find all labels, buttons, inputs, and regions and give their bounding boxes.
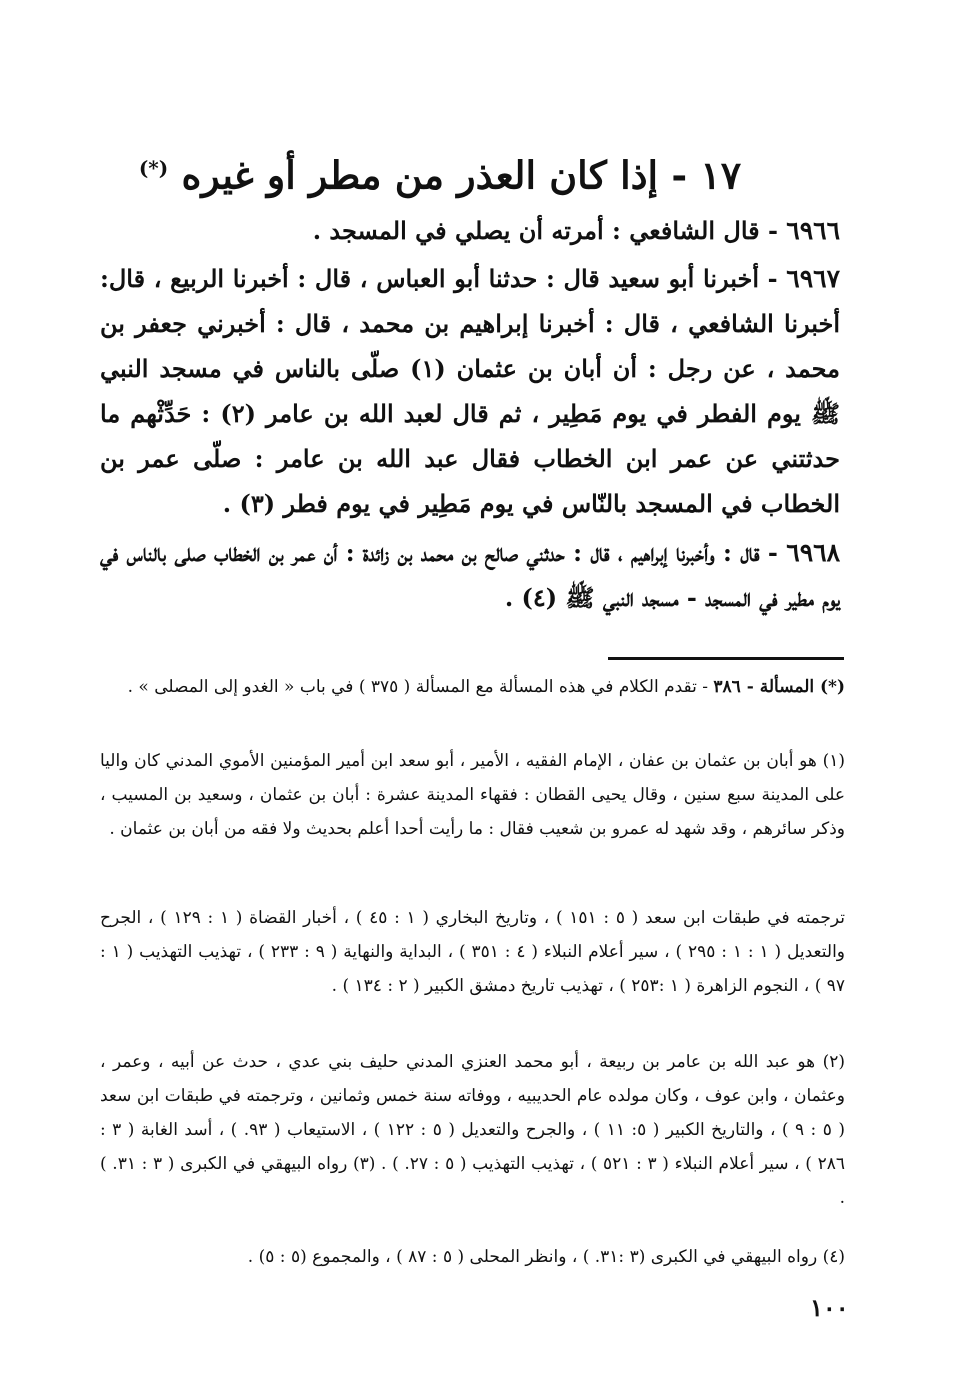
chapter-title: [110, 138, 770, 198]
footnote-4: [100, 1240, 845, 1274]
footnote-separator: [608, 657, 844, 660]
paragraph-6967: [100, 256, 840, 526]
footnote-2-3: [100, 1045, 845, 1215]
footnote-text: (١) هو أبان بن عثمان بن عفان ، الإمام الفقيه ، الأمير ، أبو سعد ابن أمير المؤمنين الأموي المدني كان واليا على المدينة سبع سنين ، وقال يحيى القطان : فقهاء المدينة عشرة : أبان بن عثمان ، وسعيد بن المسيب ، وذكر سائرهم ، وقد شهد له عمرو بن شعيب فقال : ما رأيت أحدا أعلم بحديث ولا فقه من أبان بن عثمان .: [100, 751, 845, 839]
paragraph-number: ٦٩٦٦: [786, 216, 840, 245]
footnote-issue: [100, 670, 845, 704]
footnote-text: - تقدم الكلام في هذه المسألة مع المسألة ( ٣٧٥ ) في باب « الغدو إلى المصلى » .: [127, 677, 714, 697]
paragraph-text: - قال : وأخبرنا إبراهيم ، قال : حدثني صالح بن محمد بن زائدة : أن عمر بن الخطاب صلى بالناس في يوم مطير في المسجد - مسجد النبي ﷺ (٤) .: [100, 538, 840, 612]
footnote-text: ترجمته في طبقات ابن سعد ( ٥ : ١٥١ ) ، وتاريخ البخاري ( ١ : ٤٥ ) ، أخبار القضاة ( ١ : ١٢٩ ) ، الجرح والتعديل ( ١ : ١ : ٢٩٥ ) ، سير أعلام النبلاء ( ٤ : ٣٥١ ) ، البداية والنهاية ( ٩ : ٢٣٣ ) ، تهذيب التهذيب ( ١ : ٩٧ ) ، النجوم الزاهرة ( ١ :٢٥٣ ) ، تهذيب تاريخ دمشق الكبير ( ٢ : ١٣٤ ) .: [100, 908, 846, 996]
page-number: ١٠٠: [810, 1293, 849, 1322]
chapter-title-text: ١٧ - إذا كان العذر من مطر أو غيره: [181, 152, 742, 198]
paragraph-6968: [100, 530, 840, 620]
paragraph-text: - قال الشافعي : أمرته أن يصلي في المسجد .: [312, 216, 787, 245]
paragraph-6966: [100, 208, 840, 253]
paragraph-number: ٦٩٦٧: [786, 264, 840, 293]
paragraph-text: - أخبرنا أبو سعيد قال : حدثنا أبو العباس ، قال : أخبرنا الربيع ، قال: أخبرنا الشافعي ، قال : أخبرنا إبراهيم بن محمد ، قال : أخبرني جعفر بن محمد ، عن رجل : أن أبان بن عثمان (١) صلّى بالناس في مسجد النبي ﷺ يوم الفطر في يوم مَطِير ، ثم قال لعبد الله بن عامر (٢) : حَدِّثْهم ما حدثتني عن عمر ابن الخطاب فقال عبد الله بن عامر : صلّى عمر بن الخطاب في المسجد بالنّاس في يوم مَطِير في يوم فطر (٣) .: [100, 264, 841, 518]
footnote-1: [100, 744, 845, 846]
footnote-text: (٢) هو عبد الله بن عامر بن ربيعة ، أبو محمد العنزي المدني حليف بني عدي ، حدث عن أبيه ، وعمر ، وعثمان ، وابن عوف ، وكان مولده عام الحديبيه ، ووفاته سنة خمس وثمانين ، وترجمته في طبقات ابن سعد ( ٥ : ٩ ) ، والتاريخ الكبير ( ٥: ١١ ) ، والجرح والتعديل ( ٥ : ١٢٢ ) ، الاستيعاب ( ٩٣. ) ، أسد الغابة ( ٣ : ٢٨٦ ) ، سير أعلام النبلاء ( ٣ : ٥٢١ ) ، تهذيب التهذيب ( ٥ : ٢٧. ) . (٣) رواه البيهقي في الكبرى ( ٣ : ٣١. ) .: [100, 1052, 845, 1208]
chapter-footnote-marker: (*): [138, 156, 169, 180]
footnote-1-sources: [100, 901, 845, 1003]
paragraph-number: ٦٩٦٨: [786, 538, 840, 567]
footnote-text: (٤) رواه البيهقي في الكبرى (٣ :٣١. ) ، وانظر المحلى ( ٥ : ٨٧ ) ، والمجموع (٥ : ٥) .: [247, 1247, 845, 1267]
footnote-lead: (*) المسألة - ٣٨٦: [713, 677, 845, 697]
